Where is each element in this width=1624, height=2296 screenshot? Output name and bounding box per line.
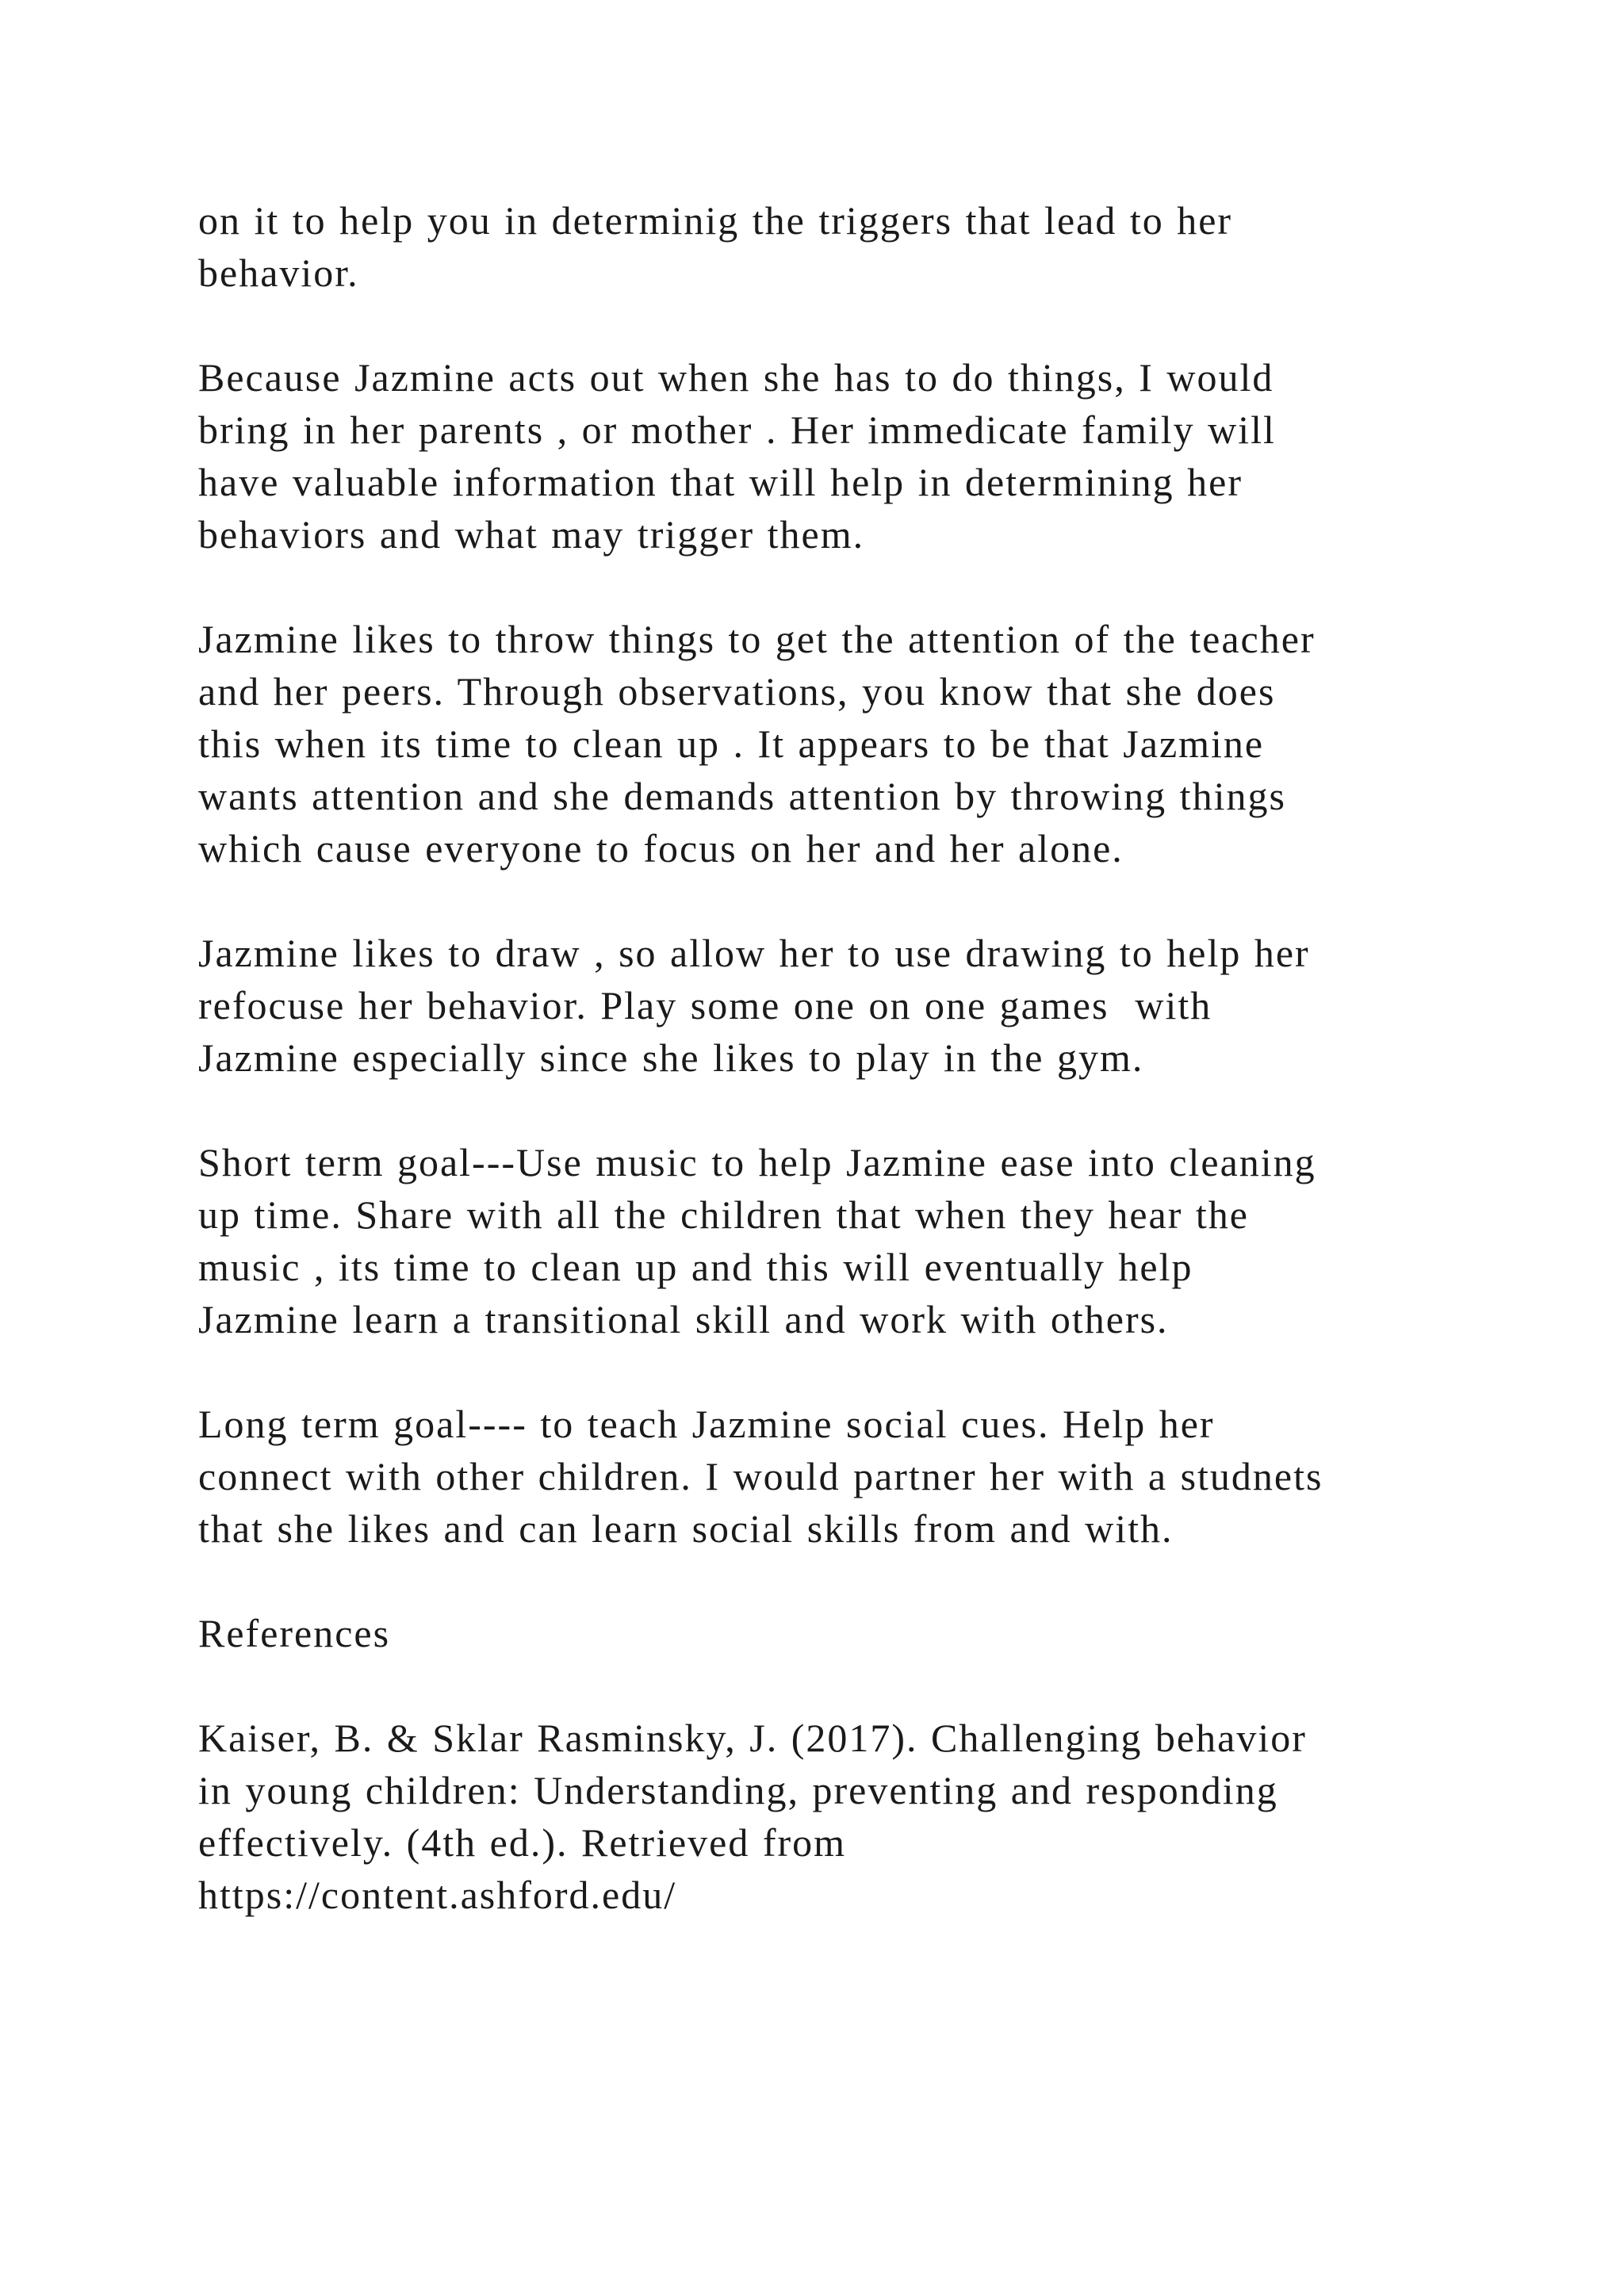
text-line: Short term goal---Use music to help Jazmine ease into cleaning bbox=[198, 1140, 1316, 1184]
text-line: Jazmine likes to draw , so allow her to use drawing to help her bbox=[198, 931, 1310, 975]
paragraph-spacer bbox=[198, 1659, 1507, 1712]
text-line: Jazmine likes to throw things to get the attention of the teacher bbox=[198, 617, 1316, 661]
paragraph bbox=[198, 927, 1507, 1084]
paragraph-spacer bbox=[198, 1345, 1507, 1398]
text-line: Because Jazmine acts out when she has to do things, I would bbox=[198, 355, 1274, 400]
reference-url: https://content.ashford.edu/ bbox=[198, 1873, 677, 1917]
text-line: behaviors and what may trigger them. bbox=[198, 512, 865, 557]
text-line: Jazmine learn a transitional skill and work with others. bbox=[198, 1297, 1169, 1341]
text-line: in young children: Understanding, preventing and responding bbox=[198, 1768, 1278, 1812]
text-line: behavior. bbox=[198, 251, 359, 295]
document-body bbox=[198, 194, 1507, 1921]
paragraph bbox=[198, 613, 1507, 874]
paragraph-spacer bbox=[198, 874, 1507, 927]
text-line: Long term goal---- to teach Jazmine social cues. Help her bbox=[198, 1402, 1215, 1446]
paragraph bbox=[198, 351, 1507, 561]
text-line: this when its time to clean up . It appears to be that Jazmine bbox=[198, 721, 1265, 766]
text-line: Jazmine especially since she likes to play in the gym. bbox=[198, 1035, 1144, 1080]
text-line: music , its time to clean up and this will eventually help bbox=[198, 1245, 1193, 1289]
text-line: have valuable information that will help in determining her bbox=[198, 460, 1243, 504]
text-line: bring in her parents , or mother . Her immedicate family will bbox=[198, 408, 1276, 452]
paragraph bbox=[198, 1398, 1507, 1555]
paragraph bbox=[198, 194, 1507, 299]
paragraph bbox=[198, 1136, 1507, 1345]
text-line: up time. Share with all the children that when they hear the bbox=[198, 1192, 1249, 1237]
text-line: and her peers. Through observations, you know that she does bbox=[198, 669, 1276, 714]
references-heading bbox=[198, 1607, 1507, 1659]
text-line: Kaiser, B. & Sklar Rasminsky, J. (2017). Challenging behavior bbox=[198, 1716, 1307, 1760]
text-line: that she likes and can learn social skills from and with. bbox=[198, 1506, 1174, 1551]
text-line: wants attention and she demands attention by throwing things bbox=[198, 774, 1286, 818]
text-line: effectively. (4th ed.). Retrieved from bbox=[198, 1820, 847, 1865]
text-line: refocuse her behavior. Play some one on one games with bbox=[198, 983, 1212, 1027]
heading-text: References bbox=[198, 1611, 391, 1655]
text-line: connect with other children. I would partner her with a studnets bbox=[198, 1454, 1323, 1498]
paragraph-spacer bbox=[198, 1555, 1507, 1607]
reference-entry bbox=[198, 1712, 1507, 1921]
paragraph-spacer bbox=[198, 299, 1507, 351]
text-line: on it to help you in determinig the triggers that lead to her bbox=[198, 198, 1233, 243]
paragraph-spacer bbox=[198, 561, 1507, 613]
paragraph-spacer bbox=[198, 1084, 1507, 1136]
text-line: which cause everyone to focus on her and her alone. bbox=[198, 826, 1124, 871]
